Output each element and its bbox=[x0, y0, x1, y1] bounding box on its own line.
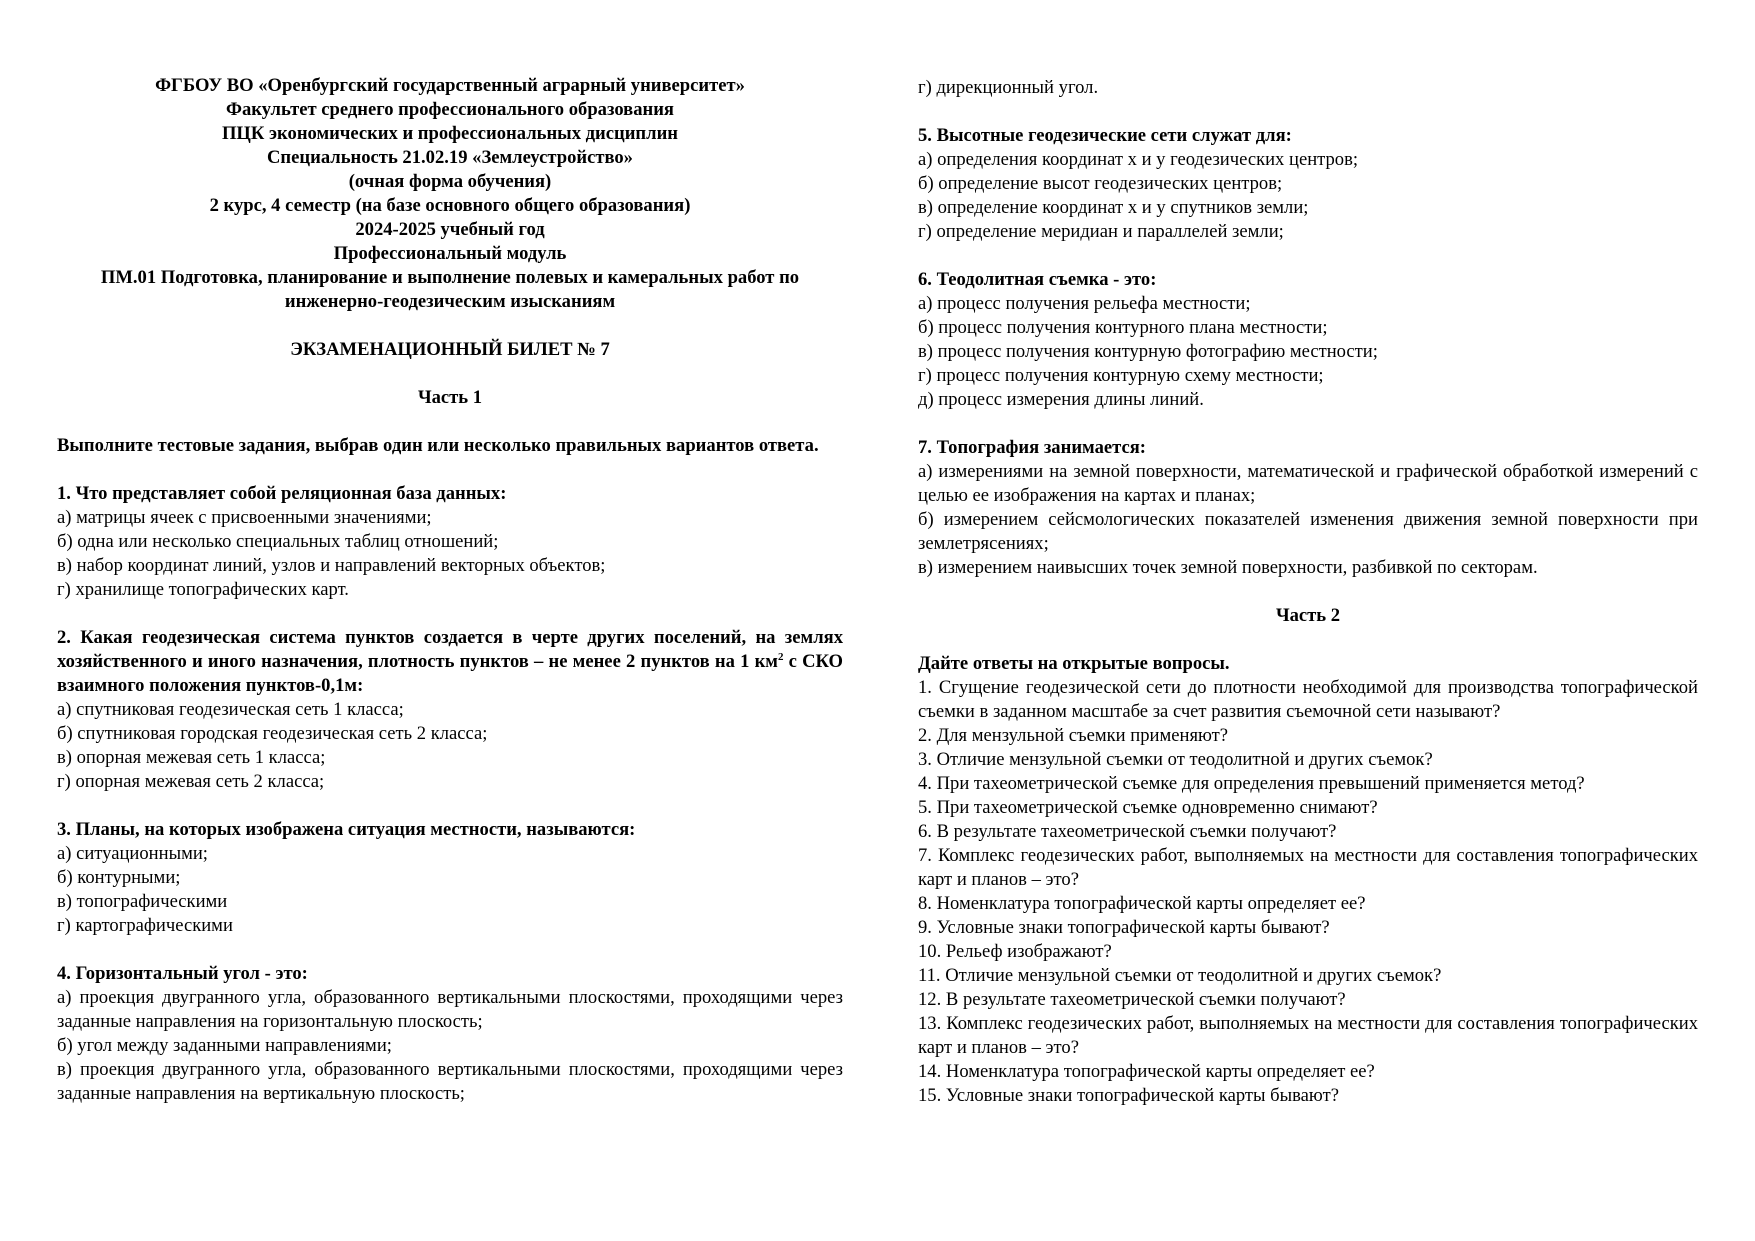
answer-option: а) определения координат х и у геодезических центров; bbox=[918, 149, 1359, 170]
part2-instruction: Дайте ответы на открытые вопросы. bbox=[918, 653, 1230, 674]
open-question: 3. Отличие мензульной съемки от теодолитной и других съемок? bbox=[918, 749, 1433, 770]
header-module-name: ПМ.01 Подготовка, планирование и выполнение полевых и камеральных работ по инженерно-геодезическим изысканиям bbox=[100, 267, 800, 312]
answer-option: а) спутниковая геодезическая сеть 1 класса; bbox=[57, 699, 404, 720]
answer-option: в) опорная межевая сеть 1 класса; bbox=[57, 747, 326, 768]
answer-option: г) хранилище топографических карт. bbox=[57, 579, 349, 600]
answer-option: д) процесс измерения длины линий. bbox=[918, 389, 1204, 410]
question-text: 6. Теодолитная съемка - это: bbox=[918, 269, 1157, 290]
document-header bbox=[57, 74, 843, 314]
open-question: 5. При тахеометрической съемке одновременно снимают? bbox=[918, 797, 1378, 818]
open-question: 6. В результате тахеометрической съемки получают? bbox=[918, 821, 1337, 842]
open-question: 15. Условные знаки топографической карты бывают? bbox=[918, 1085, 1339, 1106]
right-column bbox=[918, 76, 1698, 1108]
question-block bbox=[57, 626, 843, 794]
answer-option: а) проекция двугранного угла, образованного вертикальными плоскостями, проходящими через заданные направления на горизонтальную плоскость; bbox=[57, 987, 843, 1032]
question-text: 1. Что представляет собой реляционная база данных: bbox=[57, 483, 507, 504]
answer-option: б) спутниковая городская геодезическая сеть 2 класса; bbox=[57, 723, 488, 744]
question-text: 4. Горизонтальный угол - это: bbox=[57, 963, 308, 984]
open-question: 2. Для мензульной съемки применяют? bbox=[918, 725, 1229, 746]
answer-option: б) измерением сейсмологических показателей изменения движения земной поверхности при землетрясениях; bbox=[918, 509, 1698, 554]
answer-option: в) топографическими bbox=[57, 891, 228, 912]
answer-option: а) измерениями на земной поверхности, математической и графической обработкой измерений с целью ее изображения на картах и планах; bbox=[918, 461, 1698, 506]
answer-option: в) проекция двугранного угла, образованного вертикальными плоскостями, проходящими через заданные направления на вертикальную плоскость; bbox=[57, 1059, 843, 1104]
part1-title: Часть 1 bbox=[417, 387, 483, 408]
open-question: 7. Комплекс геодезических работ, выполняемых на местности для составления топографических карт и планов – это? bbox=[918, 845, 1698, 890]
open-question: 11. Отличие мензульной съемки от теодолитной и других съемок? bbox=[918, 965, 1442, 986]
answer-option: г) определение меридиан и параллелей земли; bbox=[918, 221, 1284, 242]
part2-title: Часть 2 bbox=[1275, 605, 1341, 626]
answer-option: в) процесс получения контурную фотографию местности; bbox=[918, 341, 1378, 362]
question-block bbox=[918, 124, 1698, 244]
open-question: 9. Условные знаки топографической карты бывают? bbox=[918, 917, 1330, 938]
answer-option: в) определение координат х и у спутников земли; bbox=[918, 197, 1309, 218]
question-text: 3. Планы, на которых изображена ситуация местности, называются: bbox=[57, 819, 636, 840]
open-question: 12. В результате тахеометрической съемки получают? bbox=[918, 989, 1346, 1010]
answer-option: б) угол между заданными направлениями; bbox=[57, 1035, 392, 1056]
question-block bbox=[918, 268, 1698, 412]
question-text-part: с СКО взаимного положения пунктов-0,1м: bbox=[57, 651, 843, 696]
answer-option: б) одна или несколько специальных таблиц отношений; bbox=[57, 531, 499, 552]
question-block bbox=[57, 482, 843, 602]
part1-instruction: Выполните тестовые задания, выбрав один или несколько правильных вариантов ответа. bbox=[57, 435, 819, 456]
answer-option: а) ситуационными; bbox=[57, 843, 208, 864]
header-academic-year: 2024-2025 учебный год bbox=[355, 219, 545, 240]
question-block bbox=[918, 436, 1698, 580]
header-university: ФГБОУ ВО «Оренбургский государственный аграрный университет» bbox=[155, 75, 745, 96]
question-text: 5. Высотные геодезические сети служат для: bbox=[918, 125, 1292, 146]
answer-option: г) опорная межевая сеть 2 класса; bbox=[57, 771, 325, 792]
header-course: 2 курс, 4 семестр (на базе основного общего образования) bbox=[209, 195, 691, 216]
answer-option: в) измерением наивысших точек земной поверхности, разбивкой по секторам. bbox=[918, 557, 1538, 578]
question-block bbox=[57, 962, 843, 1106]
answer-option: г) процесс получения контурную схему местности; bbox=[918, 365, 1324, 386]
question-text-part: 2. Какая геодезическая система пунктов создается в черте других поселений, на землях хозяйственного и иного назначения, плотность пунктов – не менее 2 пунктов на 1 км bbox=[57, 627, 843, 672]
open-question: 8. Номенклатура топографической карты определяет ее? bbox=[918, 893, 1366, 914]
open-question: 4. При тахеометрической съемке для определения превышений применяется метод? bbox=[918, 773, 1585, 794]
superscript: 2 bbox=[777, 650, 784, 663]
ticket-title: ЭКЗАМЕНАЦИОННЫЙ БИЛЕТ № 7 bbox=[290, 339, 610, 360]
answer-option: б) определение высот геодезических центров; bbox=[918, 173, 1283, 194]
header-department: ПЦК экономических и профессиональных дисциплин bbox=[221, 123, 679, 144]
answer-option: а) процесс получения рельефа местности; bbox=[918, 293, 1251, 314]
open-question: 13. Комплекс геодезических работ, выполняемых на местности для составления топографических карт и планов – это? bbox=[918, 1013, 1698, 1058]
left-column bbox=[57, 74, 843, 1106]
header-faculty: Факультет среднего профессионального образования bbox=[225, 99, 674, 120]
open-question: 1. Сгущение геодезической сети до плотности необходимой для производства топографической съемки в заданном масштабе за счет развития съемочной сети называют? bbox=[918, 677, 1698, 722]
question-text: 7. Топография занимается: bbox=[918, 437, 1146, 458]
header-study-form: (очная форма обучения) bbox=[348, 171, 552, 192]
header-module-label: Профессиональный модуль bbox=[333, 243, 567, 264]
answer-option: г) дирекционный угол. bbox=[918, 77, 1099, 98]
answer-option: б) процесс получения контурного плана местности; bbox=[918, 317, 1328, 338]
answer-option: г) картографическими bbox=[57, 915, 233, 936]
answer-option: в) набор координат линий, узлов и направлений векторных объектов; bbox=[57, 555, 606, 576]
open-question: 10. Рельеф изображают? bbox=[918, 941, 1112, 962]
header-specialty: Специальность 21.02.19 «Землеустройство» bbox=[267, 147, 633, 168]
answer-option: а) матрицы ячеек с присвоенными значениями; bbox=[57, 507, 432, 528]
question-block bbox=[57, 818, 843, 938]
open-question: 14. Номенклатура топографической карты определяет ее? bbox=[918, 1061, 1375, 1082]
open-questions-list bbox=[918, 676, 1698, 1108]
answer-option: б) контурными; bbox=[57, 867, 181, 888]
question-text bbox=[57, 626, 843, 698]
